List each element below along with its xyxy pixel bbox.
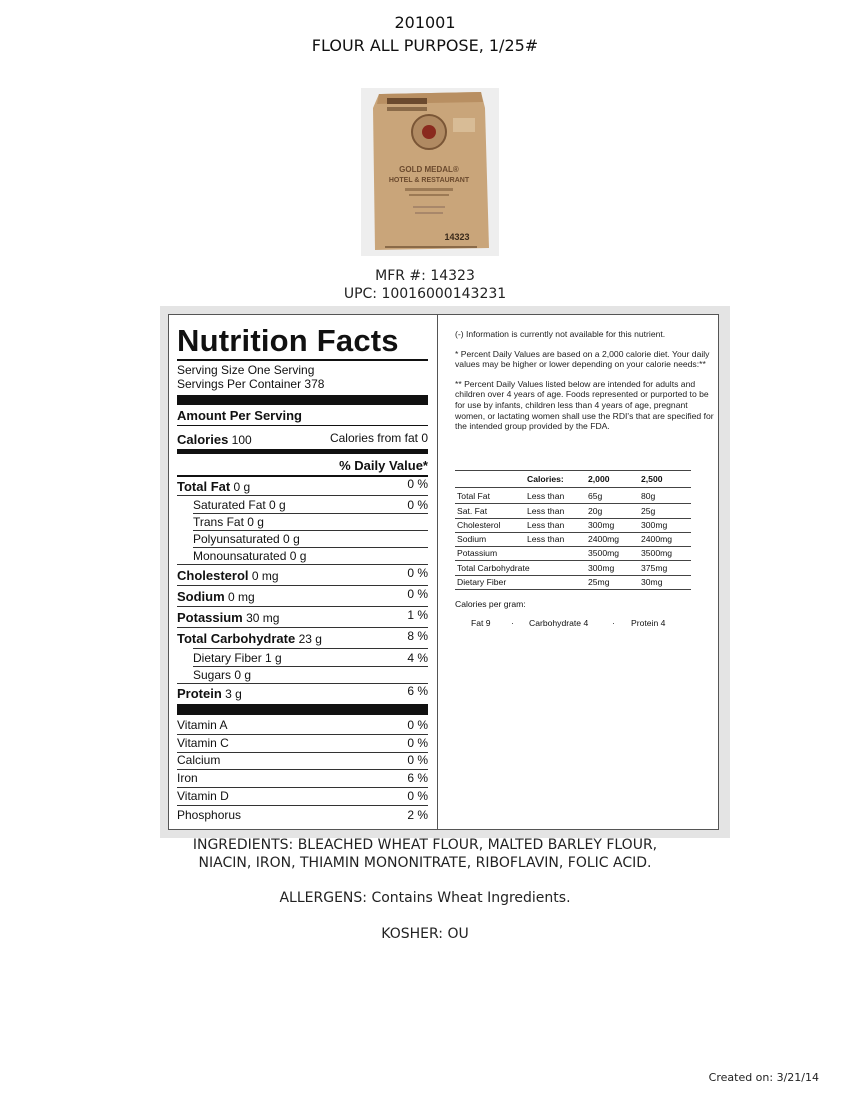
- nutrient-row-monounsaturated: Monounsaturated 0 g: [193, 549, 307, 563]
- table-row: Total Carbohydrate 300mg 375mg: [455, 561, 691, 576]
- row-rule: [193, 513, 428, 514]
- table-row: Dietary Fiber 25mg 30mg: [455, 575, 691, 590]
- table-row: Sat. Fat Less than 20g 25g: [455, 504, 691, 519]
- mfr-number: MFR #: 14323: [375, 268, 475, 284]
- row-rule: [177, 683, 428, 684]
- nutrient-row-potassium: Potassium 30 mg: [177, 610, 280, 625]
- note-percent-dv-children: ** Percent Daily Values listed below are intended for adults and children over 4 years of age. Foods represented or purported to be for use by infants, children less than 4 years of age, pregnant women, or lactating women shall use the RDI's that are specified for the intended group provided by the FDA.: [455, 378, 714, 432]
- nutrient-dv-total-carbohydrate: 8 %: [407, 629, 428, 643]
- table-row: Cholesterol Less than 300mg 300mg: [455, 518, 691, 533]
- allergens: ALLERGENS: Contains Wheat Ingredients.: [279, 890, 571, 906]
- row-rule: [177, 585, 428, 586]
- thick-bar-mid: [177, 449, 428, 454]
- vitamin-dv-vitamin-d: 0 %: [407, 789, 428, 803]
- vitamin-row-calcium: Calcium: [177, 753, 221, 767]
- cpg-sep: ·: [511, 618, 514, 628]
- row-rule: [177, 627, 428, 628]
- nutrient-row-total-carbohydrate: Total Carbohydrate 23 g: [177, 631, 322, 646]
- bag-number-text: 14323: [444, 232, 470, 242]
- nutrition-facts-title: Nutrition Facts: [177, 323, 399, 358]
- vitamin-row-vitamin-a: Vitamin A: [177, 718, 228, 732]
- row-rule: [177, 769, 428, 770]
- nutrient-dv-cholesterol: 0 %: [407, 566, 428, 580]
- serving-size: Serving Size One Serving: [177, 363, 315, 377]
- vitamin-row-vitamin-d: Vitamin D: [177, 789, 229, 803]
- vitamin-row-phosphorus: Phosphorus: [177, 808, 242, 822]
- cpg-carbohydrate: Carbohydrate 4: [529, 618, 589, 628]
- vitamin-dv-vitamin-c: 0 %: [407, 736, 428, 750]
- row-rule: [177, 564, 428, 565]
- daily-value-header: % Daily Value*: [339, 458, 428, 473]
- nutrient-row-saturated-fat: Saturated Fat 0 g: [193, 498, 286, 512]
- amount-per-serving: Amount Per Serving: [177, 408, 302, 423]
- thick-bar-bottom: [177, 704, 428, 715]
- nutrient-row-sugars: Sugars 0 g: [193, 668, 252, 682]
- note-percent-dv: * Percent Daily Values are based on a 2,000 calorie diet. Your daily values may be higher or lower depending on your calorie needs:**: [455, 348, 710, 370]
- vitamin-dv-phosphorus: 2 %: [407, 808, 428, 822]
- row-rule: [177, 606, 428, 607]
- calories-per-gram-label: Calories per gram:: [455, 599, 526, 609]
- calories-from-fat: Calories from fat 0: [329, 431, 428, 445]
- footnotes: [455, 329, 717, 441]
- label-divider: [437, 315, 438, 829]
- bag-subtitle-text: HOTEL & RESTAURANT: [388, 177, 470, 184]
- nutrient-dv-total-fat: 0 %: [407, 477, 428, 491]
- rule-amount: [177, 425, 428, 426]
- created-date: Created on: 3/21/14: [708, 1071, 819, 1084]
- nutrient-dv-potassium: 1 %: [407, 608, 428, 622]
- row-rule: [193, 648, 428, 649]
- nutrient-dv-protein: 6 %: [407, 684, 428, 698]
- nutrient-dv-saturated-fat: 0 %: [407, 498, 428, 512]
- calories-row: [177, 432, 252, 447]
- bag-brand-text: GOLD MEDAL®: [399, 165, 459, 174]
- vitamin-row-vitamin-c: Vitamin C: [177, 736, 229, 750]
- nutrient-row-total-fat: Total Fat 0 g: [177, 479, 251, 494]
- item-code: 201001: [394, 13, 456, 32]
- table-top-rule: [455, 470, 691, 471]
- cpg-protein: Protein 4: [631, 618, 666, 628]
- product-image: [361, 88, 499, 256]
- vitamin-dv-vitamin-a: 0 %: [407, 718, 428, 732]
- calories-value: 100: [231, 433, 252, 447]
- rule-dv: [177, 475, 428, 477]
- nutrition-label: [168, 314, 719, 830]
- row-rule: [193, 547, 428, 548]
- nutrient-row-sodium: Sodium 0 mg: [177, 589, 255, 604]
- cpg-sep: ·: [612, 618, 615, 628]
- nutrient-row-trans-fat: Trans Fat 0 g: [193, 515, 264, 529]
- nutrient-dv-sodium: 0 %: [407, 587, 428, 601]
- kosher: KOSHER: OU: [381, 926, 469, 942]
- thick-bar-top: [177, 395, 428, 405]
- ingredients-line-2: NIACIN, IRON, THIAMIN MONONITRATE, RIBOFLAVIN, FOLIC ACID.: [198, 855, 652, 871]
- table-row: Total Fat Less than 65g 80g: [455, 489, 691, 504]
- product-name: FLOUR ALL PURPOSE, 1/25#: [311, 36, 539, 55]
- table-row: Sodium Less than 2400mg 2400mg: [455, 532, 691, 547]
- nutrient-row-dietary-fiber: Dietary Fiber 1 g: [193, 651, 282, 665]
- nutrient-row-polyunsaturated: Polyunsaturated 0 g: [193, 532, 300, 546]
- row-rule: [177, 734, 428, 735]
- vitamin-dv-iron: 6 %: [407, 771, 428, 785]
- nutrient-dv-dietary-fiber: 4 %: [407, 651, 428, 665]
- table-header-row: Calories: 2,000 2,500: [455, 472, 691, 488]
- title-rule: [177, 359, 428, 361]
- upc-code: UPC: 10016000143231: [343, 286, 507, 302]
- vitamin-row-iron: Iron: [177, 771, 198, 785]
- ingredients-line-1: INGREDIENTS: BLEACHED WHEAT FLOUR, MALTED BARLEY FLOUR,: [192, 837, 658, 853]
- nutrient-row-protein: Protein 3 g: [177, 686, 242, 701]
- row-rule: [177, 805, 428, 806]
- nutrient-row-cholesterol: Cholesterol 0 mg: [177, 568, 279, 583]
- cpg-fat: Fat 9: [471, 618, 491, 628]
- note-not-available: (-) Information is currently not available for this nutrient.: [455, 329, 666, 339]
- calories-label: Calories: [177, 432, 229, 447]
- table-row: Potassium 3500mg 3500mg: [455, 546, 691, 561]
- vitamin-dv-calcium: 0 %: [407, 753, 428, 767]
- servings-per-container: Servings Per Container 378: [177, 377, 325, 391]
- row-rule: [177, 495, 428, 496]
- row-rule: [193, 666, 428, 667]
- row-rule: [177, 787, 428, 788]
- row-rule: [193, 530, 428, 531]
